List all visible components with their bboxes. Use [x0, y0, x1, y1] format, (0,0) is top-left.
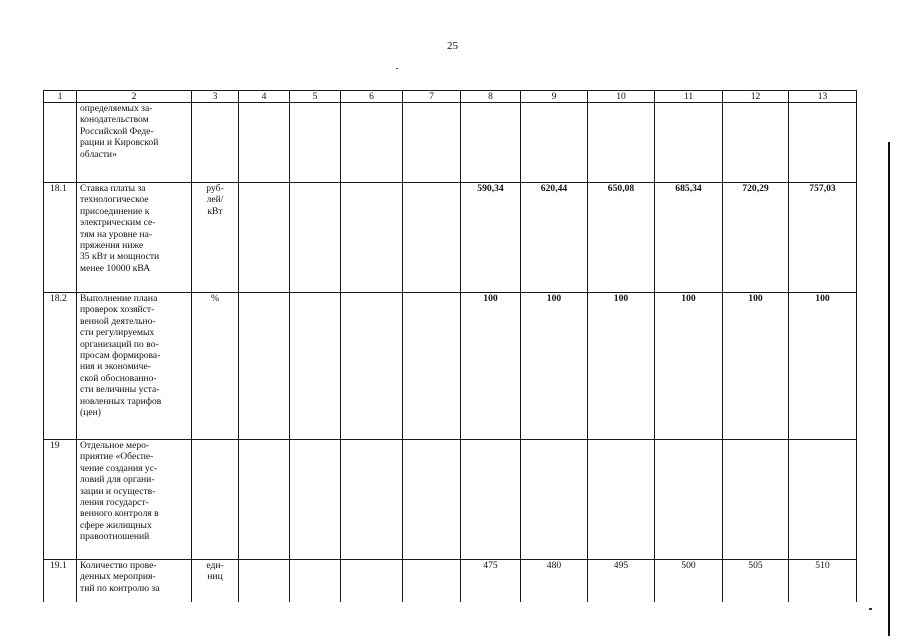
- table-row: [44, 560, 857, 602]
- unit-of-measure-line: %: [211, 293, 219, 304]
- empty-cell: [403, 183, 461, 293]
- value-cell-line: 590,34: [477, 183, 504, 194]
- indicator-name-line: (цен): [80, 407, 101, 419]
- indicator-name-line: рации и Кировской: [80, 137, 159, 149]
- indicator-name-line: правоотношений: [80, 531, 150, 543]
- column-number-10: 10: [588, 91, 655, 103]
- value-cell-line: 757,03: [809, 183, 836, 194]
- value-cell: [723, 103, 789, 183]
- value-cell: [521, 293, 588, 440]
- empty-cell: [403, 103, 461, 183]
- empty-cell: [341, 440, 403, 560]
- value-cell: [655, 293, 723, 440]
- unit-of-measure: [192, 440, 239, 560]
- row-number: [44, 440, 77, 560]
- empty-cell: [290, 103, 341, 183]
- value-cell-line: 100: [483, 293, 498, 304]
- indicator-name-line: венной деятельно-: [80, 315, 156, 327]
- value-cell: [789, 560, 857, 602]
- value-cell-line: 100: [748, 293, 763, 304]
- value-cell-line: 100: [681, 293, 696, 304]
- value-cell: [789, 183, 857, 293]
- value-cell: [521, 560, 588, 602]
- empty-cell: [290, 560, 341, 602]
- unit-of-measure: [192, 560, 239, 602]
- row-number: [44, 560, 77, 602]
- empty-cell: [290, 440, 341, 560]
- value-cell-line: 720,29: [742, 183, 769, 194]
- unit-of-measure-line: руб-: [206, 183, 224, 194]
- indicator-name-line: чение создания ус-: [80, 462, 158, 474]
- column-number-13: 13: [789, 91, 857, 103]
- unit-of-measure: [192, 183, 239, 293]
- value-cell-line: 650,08: [607, 183, 635, 194]
- indicator-name: [77, 440, 192, 560]
- indicator-name-line: сфере жилищных: [80, 519, 152, 531]
- empty-cell: [403, 293, 461, 440]
- value-cell-line: 475: [483, 560, 498, 571]
- value-cell-line: 480: [546, 560, 562, 571]
- column-number-2: 2: [77, 91, 192, 103]
- indicator-name-line: тям на уровне на-: [80, 228, 153, 240]
- value-cell-line: 495: [613, 560, 629, 571]
- indicator-name-line: технологическое: [80, 194, 149, 206]
- indicator-name-line: конодательством: [80, 114, 149, 126]
- value-cell: [461, 440, 521, 560]
- empty-cell: [239, 560, 290, 602]
- indicator-name-line: сти величины уста-: [80, 384, 160, 396]
- row-number-line: 19.1: [50, 560, 67, 571]
- row-number: [44, 183, 77, 293]
- unit-of-measure-line: ниц: [207, 571, 223, 583]
- value-cell-line: 100: [815, 293, 830, 304]
- indicator-name-line: Российской Феде-: [80, 125, 154, 137]
- indicator-name-line: денных мероприя-: [80, 571, 156, 583]
- indicator-name-line: ния и экономиче-: [80, 361, 151, 373]
- value-cell: [723, 560, 789, 602]
- indicator-name-line: сти регулируемых: [80, 327, 155, 339]
- value-cell: [655, 440, 723, 560]
- value-cell: [461, 183, 521, 293]
- value-cell: [461, 103, 521, 183]
- value-cell-line: 500: [681, 560, 696, 571]
- unit-of-measure: [192, 103, 239, 183]
- empty-cell: [239, 103, 290, 183]
- indicator-name-line: тий по контролю за: [80, 582, 160, 594]
- empty-cell: [239, 293, 290, 440]
- header-row: [44, 91, 857, 103]
- row-number: [44, 103, 77, 183]
- unit-of-measure-line: еди-: [206, 560, 224, 571]
- indicator-name-line: Ставка платы за: [80, 183, 146, 194]
- value-cell-line: 100: [613, 293, 629, 304]
- value-cell: [655, 183, 723, 293]
- column-number-7: 7: [403, 91, 461, 103]
- value-cell: [521, 440, 588, 560]
- scan-edge-line: [888, 142, 890, 636]
- column-number-12: 12: [723, 91, 789, 103]
- value-cell: [723, 440, 789, 560]
- value-cell-line: 620,44: [540, 183, 568, 194]
- indicator-name-line: просам формирова-: [80, 350, 161, 362]
- value-cell: [655, 560, 723, 602]
- scan-speck: [396, 68, 398, 69]
- column-number-8: 8: [461, 91, 521, 103]
- unit-of-measure-line: лей/: [206, 194, 224, 206]
- indicator-name-line: области»: [80, 148, 117, 160]
- page-number: 25: [447, 40, 458, 52]
- indicator-name-line: проверок хозяйст-: [80, 304, 155, 316]
- indicator-name: [77, 560, 192, 602]
- value-cell: [588, 103, 655, 183]
- indicators-table: [43, 90, 857, 602]
- value-cell: [521, 103, 588, 183]
- empty-cell: [290, 293, 341, 440]
- indicator-name-line: ловий для органи-: [80, 474, 155, 486]
- column-number-3: 3: [192, 91, 239, 103]
- column-number-5: 5: [290, 91, 341, 103]
- empty-cell: [341, 183, 403, 293]
- value-cell: [588, 560, 655, 602]
- indicator-name-line: ской обоснованно-: [80, 372, 157, 384]
- scan-speck: [869, 608, 872, 610]
- indicator-name-line: менее 10000 кВА: [80, 262, 151, 274]
- row-number: [44, 293, 77, 440]
- value-cell: [789, 440, 857, 560]
- indicator-name-line: электрическим се-: [80, 217, 156, 229]
- table-row: [44, 103, 857, 183]
- indicator-name-line: венного контроля в: [80, 508, 159, 520]
- column-number-9: 9: [521, 91, 588, 103]
- value-cell: [655, 103, 723, 183]
- empty-cell: [239, 183, 290, 293]
- row-number-line: 18.1: [50, 183, 67, 194]
- empty-cell: [239, 440, 290, 560]
- value-cell: [789, 293, 857, 440]
- column-number-1: 1: [44, 91, 77, 103]
- value-cell: [723, 293, 789, 440]
- empty-cell: [403, 440, 461, 560]
- table-row: [44, 293, 857, 440]
- indicator-name-line: Количество прове-: [80, 560, 157, 571]
- empty-cell: [403, 560, 461, 602]
- value-cell: [461, 293, 521, 440]
- indicator-name-line: 35 кВт и мощности: [80, 251, 160, 263]
- indicator-name-line: зации и осуществ-: [80, 485, 156, 497]
- value-cell: [588, 440, 655, 560]
- value-cell-line: 685,34: [675, 183, 702, 194]
- indicator-name: [77, 103, 192, 183]
- value-cell: [588, 293, 655, 440]
- unit-of-measure: [192, 293, 239, 440]
- empty-cell: [341, 560, 403, 602]
- indicator-name-line: новленных тарифов: [80, 395, 162, 407]
- indicator-name-line: ления государст-: [80, 497, 149, 509]
- column-number-4: 4: [239, 91, 290, 103]
- table-row: [44, 440, 857, 560]
- column-number-11: 11: [655, 91, 723, 103]
- indicator-name-line: организаций по во-: [80, 338, 159, 350]
- empty-cell: [341, 103, 403, 183]
- value-cell-line: 510: [815, 560, 830, 571]
- value-cell: [789, 103, 857, 183]
- indicator-name-line: определяемых за-: [80, 103, 153, 114]
- row-number-line: 18.2: [50, 293, 67, 304]
- indicator-name-line: Выполнение плана: [80, 293, 158, 304]
- indicator-name: [77, 293, 192, 440]
- value-cell: [588, 183, 655, 293]
- value-cell: [521, 183, 588, 293]
- value-cell: [461, 560, 521, 602]
- indicator-name-line: Отдельное меро-: [80, 440, 150, 451]
- row-number-line: 19: [50, 440, 60, 451]
- indicator-name: [77, 183, 192, 293]
- value-cell-line: 100: [546, 293, 562, 304]
- column-number-6: 6: [341, 91, 403, 103]
- empty-cell: [290, 183, 341, 293]
- table-row: [44, 183, 857, 293]
- indicator-name-line: присоединение к: [80, 205, 150, 217]
- unit-of-measure-line: кВт: [207, 205, 223, 217]
- empty-cell: [341, 293, 403, 440]
- indicator-name-line: приятие «Обеспе-: [80, 451, 154, 463]
- value-cell-line: 505: [748, 560, 763, 571]
- value-cell: [723, 183, 789, 293]
- indicator-name-line: пряжения ниже: [80, 240, 144, 252]
